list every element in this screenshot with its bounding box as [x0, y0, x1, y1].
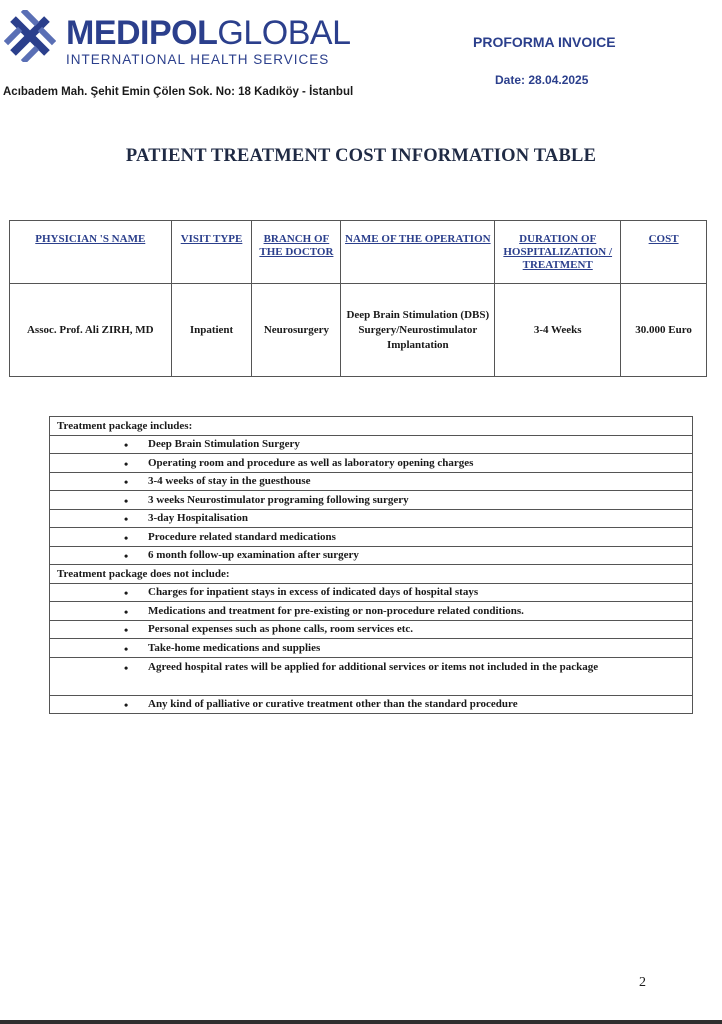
list-item: • Any kind of palliative or curative treatment other than the standard procedure	[50, 695, 693, 714]
bullet-icon: •	[124, 475, 129, 490]
list-item: • 3-day Hospitalisation	[50, 509, 693, 528]
package-table	[49, 416, 693, 714]
bullet-icon: •	[124, 456, 129, 471]
bullet-icon: •	[124, 586, 129, 601]
column-header: PHYSICIAN 'S NAME	[10, 221, 172, 284]
page-number: 2	[639, 975, 646, 990]
column-header: NAME OF THE OPERATION	[341, 221, 495, 284]
medipol-x-logo-icon	[4, 10, 56, 62]
bullet-icon: •	[124, 438, 129, 453]
page-title: PATIENT TREATMENT COST INFORMATION TABLE	[125, 146, 597, 166]
list-item: • Charges for inpatient stays in excess of indicated days of hospital stays	[50, 583, 693, 602]
brand-name-light: GLOBAL	[217, 14, 351, 52]
document-type: PROFORMA INVOICE	[473, 34, 616, 50]
list-item: • Medications and treatment for pre-existing or non-procedure related conditions.	[50, 602, 693, 621]
brand-block	[66, 14, 350, 68]
brand-name	[66, 14, 350, 52]
document-date: Date: 28.04.2025	[495, 73, 589, 87]
bullet-icon: •	[124, 641, 129, 656]
list-item: • 3 weeks Neurostimulator programing following surgery	[50, 491, 693, 510]
list-item: • Personal expenses such as phone calls, room services etc.	[50, 620, 693, 639]
column-header: COST	[621, 221, 707, 284]
bullet-icon: •	[124, 698, 129, 713]
list-item: • Take-home medications and supplies	[50, 639, 693, 658]
column-header: DURATION OF HOSPITALIZATION / TREATMENT	[495, 221, 621, 284]
bottom-divider	[0, 1020, 722, 1024]
excludes-heading: Treatment package does not include:	[50, 565, 693, 584]
bullet-icon: •	[124, 530, 129, 545]
list-item: • 3-4 weeks of stay in the guesthouse	[50, 472, 693, 491]
column-header: VISIT TYPE	[171, 221, 252, 284]
list-item: • Operating room and procedure as well as laboratory opening charges	[50, 454, 693, 473]
cost-table	[9, 220, 707, 377]
brand-name-bold: MEDIPOL	[66, 14, 218, 52]
cost-table-header-row	[10, 221, 707, 284]
bullet-icon: •	[124, 493, 129, 508]
includes-heading: Treatment package includes:	[50, 417, 693, 436]
bullet-icon: •	[124, 604, 129, 619]
table-row	[10, 284, 707, 377]
company-address: Acıbadem Mah. Şehit Emin Çölen Sok. No: 18 Kadıköy - İstanbul	[3, 86, 354, 98]
bullet-icon: •	[124, 660, 129, 675]
list-item: • 6 month follow-up examination after surgery	[50, 546, 693, 565]
brand-subtitle: INTERNATIONAL HEALTH SERVICES	[66, 52, 330, 67]
list-item: • Agreed hospital rates will be applied for additional services or items not included in the package	[50, 657, 693, 695]
column-header: BRANCH OF THE DOCTOR	[252, 221, 341, 284]
cost-value: 30.000 Euro	[621, 284, 707, 377]
doctor-branch: Neurosurgery	[252, 284, 341, 377]
bullet-icon: •	[124, 623, 129, 638]
list-item: • Deep Brain Stimulation Surgery	[50, 435, 693, 454]
bullet-icon: •	[124, 512, 129, 527]
list-item: • Procedure related standard medications	[50, 528, 693, 547]
physician-name: Assoc. Prof. Ali ZIRH, MD	[10, 284, 172, 377]
hospitalization-duration: 3-4 Weeks	[495, 284, 621, 377]
visit-type: Inpatient	[171, 284, 252, 377]
bullet-icon: •	[124, 549, 129, 564]
operation-name: Deep Brain Stimulation (DBS) Surgery/Neurostimulator Implantation	[341, 284, 495, 377]
